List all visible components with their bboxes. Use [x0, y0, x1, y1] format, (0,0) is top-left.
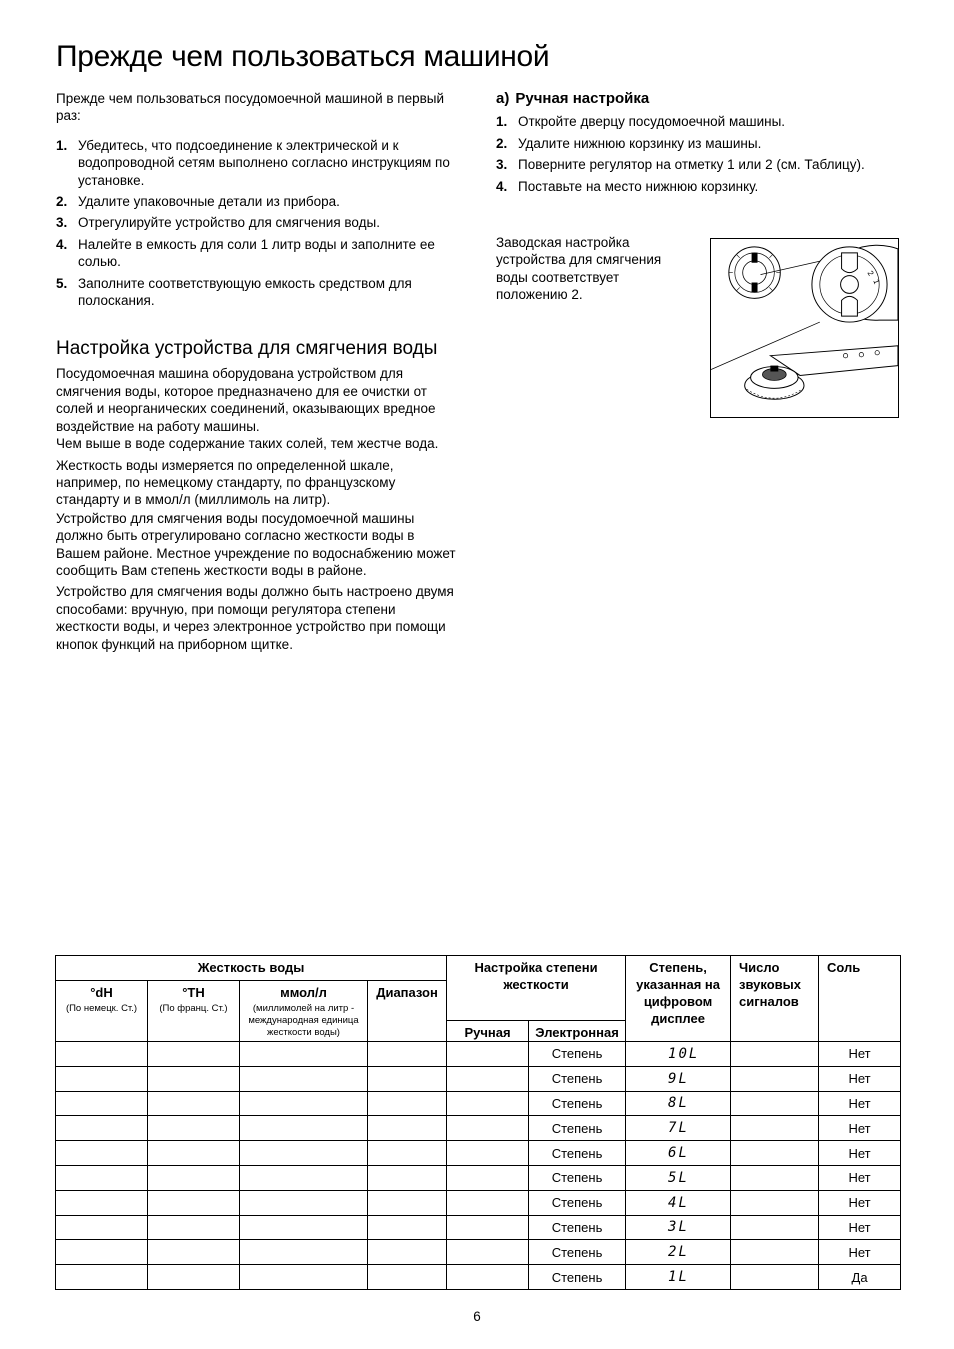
cell-dh: [56, 1042, 148, 1067]
step-text: Откройте дверцу посудомоечной машины.: [518, 114, 786, 130]
table-row: [56, 1190, 901, 1215]
header-setting: Настройка степени жесткости: [447, 956, 626, 1021]
cell-manual: [447, 1091, 529, 1116]
step-number: 1.: [496, 114, 508, 130]
cell-dh: [56, 1265, 148, 1290]
cell-th: [148, 1190, 240, 1215]
cell-manual: [447, 1240, 529, 1265]
cell-range: [368, 1091, 447, 1116]
manual-steps: [496, 113, 900, 195]
cell-salt: Нет: [819, 1091, 901, 1116]
header-beeps: Число звуковых сигналов: [731, 956, 819, 1042]
cell-salt: Нет: [819, 1141, 901, 1166]
step-number: 3.: [56, 215, 68, 231]
cell-beeps: [731, 1165, 819, 1190]
magnified-dial-icon: [812, 245, 898, 322]
cell-mmol: [240, 1265, 368, 1290]
small-dial-icon: [729, 247, 780, 298]
cell-range: [368, 1240, 447, 1265]
cell-salt: Да: [819, 1265, 901, 1290]
intro-text: Прежде чем пользоваться посудомоечной машиной в первый раз:: [56, 91, 445, 124]
cell-salt: Нет: [819, 1042, 901, 1067]
step-item: [496, 156, 900, 173]
step-number: 2.: [496, 135, 508, 151]
cell-manual: [447, 1116, 529, 1141]
cell-electronic: Степень: [529, 1165, 626, 1190]
dial-mark-two: 2: [865, 269, 876, 278]
header-range: Диапазон: [368, 981, 447, 1042]
step-item: [56, 214, 460, 231]
cell-manual: [447, 1265, 529, 1290]
step-number: 4.: [56, 236, 68, 252]
body-paragraph: Чем выше в воде содержание таких солей, тем жестче вода.: [56, 436, 439, 452]
cell-beeps: [731, 1066, 819, 1091]
water-softener-dial-illustration: [710, 238, 899, 418]
cell-range: [368, 1165, 447, 1190]
cell-display: 3L: [626, 1215, 731, 1240]
header-th: [148, 981, 240, 1042]
cell-electronic: Степень: [529, 1265, 626, 1290]
factory-setting-note: Заводская настройка устройства для смягчения воды соответствует положению 2.: [496, 235, 662, 303]
header-mmol-sub: (миллимолей на литр - международная единица жесткости воды): [248, 1003, 359, 1038]
header-mmol: [240, 981, 368, 1042]
cell-manual: [447, 1215, 529, 1240]
cell-range: [368, 1215, 447, 1240]
cell-beeps: [731, 1190, 819, 1215]
cell-dh: [56, 1190, 148, 1215]
heading-text: Ручная настройка: [515, 90, 650, 107]
body-paragraph: Устройство для смягчения воды посудомоечной машины должно быть отрегулировано согласно жесткости воды в Вашем районе. Местное учреждение по водоснабжению может сообщить Вам степень жесткости воды в районе.: [56, 510, 456, 578]
cell-mmol: [240, 1240, 368, 1265]
cell-salt: Нет: [819, 1116, 901, 1141]
step-number: 2.: [56, 194, 68, 210]
cell-beeps: [731, 1091, 819, 1116]
cell-mmol: [240, 1141, 368, 1166]
header-th-label: °TH: [182, 985, 205, 1000]
table-row: [56, 1116, 901, 1141]
step-item: [56, 275, 460, 310]
cell-beeps: [731, 1265, 819, 1290]
header-dh: [56, 981, 148, 1042]
step-text: Удалите упаковочные детали из прибора.: [78, 194, 340, 210]
cell-manual: [447, 1042, 529, 1067]
cell-electronic: Степень: [529, 1116, 626, 1141]
cell-display: 5L: [626, 1165, 731, 1190]
step-text: Отрегулируйте устройство для смягчения воды.: [78, 215, 380, 231]
dial-mark-one: 1: [871, 278, 882, 286]
cell-range: [368, 1190, 447, 1215]
cell-th: [148, 1141, 240, 1166]
cell-th: [148, 1066, 240, 1091]
table-row: [56, 1042, 901, 1067]
cell-display: 7L: [626, 1116, 731, 1141]
cell-dh: [56, 1240, 148, 1265]
page-number: 6: [473, 1309, 481, 1324]
step-item: [56, 236, 460, 271]
cell-dh: [56, 1141, 148, 1166]
cell-range: [368, 1265, 447, 1290]
cell-manual: [447, 1190, 529, 1215]
cell-electronic: Степень: [529, 1141, 626, 1166]
cell-th: [148, 1165, 240, 1190]
step-item: [496, 113, 900, 130]
cell-electronic: Степень: [529, 1190, 626, 1215]
cell-salt: Нет: [819, 1165, 901, 1190]
cell-th: [148, 1116, 240, 1141]
cell-mmol: [240, 1042, 368, 1067]
table-row: [56, 1240, 901, 1265]
cell-manual: [447, 1165, 529, 1190]
section-title: Настройка устройства для смягчения воды: [56, 338, 438, 360]
cell-th: [148, 1042, 240, 1067]
cell-salt: Нет: [819, 1240, 901, 1265]
table-row: [56, 1066, 901, 1091]
cell-beeps: [731, 1116, 819, 1141]
body-paragraph: Посудомоечная машина оборудована устройством для смягчения воды, которое предназначено для ее очистки от солей и неорганических соединений, оказывающих вредное воздействие на работу машины.: [56, 366, 436, 434]
step-item: [56, 193, 460, 210]
cell-th: [148, 1091, 240, 1116]
step-text: Заполните соответствующую емкость средством для полоскания.: [78, 275, 412, 309]
right-column: [496, 90, 900, 303]
cell-range: [368, 1116, 447, 1141]
table-row: [56, 1215, 901, 1240]
step-text: Убедитесь, что подсоединение к электрической и к водопроводной сетям выполнено согласно инструкциям по установке.: [78, 137, 450, 188]
header-hardness: Жесткость воды: [56, 956, 447, 981]
cell-mmol: [240, 1165, 368, 1190]
header-manual: Ручная: [447, 1021, 529, 1042]
table-row: [56, 1141, 901, 1166]
table-row: [56, 1265, 901, 1290]
header-dh-label: °dH: [90, 985, 113, 1000]
preparation-steps: [56, 137, 460, 310]
step-number: 4.: [496, 178, 508, 194]
step-text: Поверните регулятор на отметку 1 или 2 (см. Таблицу).: [518, 157, 865, 173]
cell-display: 6L: [626, 1141, 731, 1166]
step-text: Удалите нижнюю корзинку из машины.: [518, 135, 762, 151]
cell-display: 2L: [626, 1240, 731, 1265]
cell-beeps: [731, 1215, 819, 1240]
cell-mmol: [240, 1215, 368, 1240]
cell-dh: [56, 1066, 148, 1091]
header-mmol-label: ммол/л: [280, 985, 327, 1000]
cell-display: 1L: [626, 1265, 731, 1290]
page-title: Прежде чем пользоваться машиной: [56, 40, 550, 73]
cell-th: [148, 1215, 240, 1240]
header-salt: Соль: [819, 956, 901, 1042]
cell-salt: Нет: [819, 1190, 901, 1215]
cell-salt: Нет: [819, 1066, 901, 1091]
cell-electronic: Степень: [529, 1066, 626, 1091]
step-text: Поставьте на место нижнюю корзинку.: [518, 178, 759, 194]
cell-range: [368, 1141, 447, 1166]
header-th-sub: (По франц. Ст.): [159, 1003, 228, 1014]
cell-dh: [56, 1091, 148, 1116]
cell-electronic: Степень: [529, 1042, 626, 1067]
dial-drawing: [711, 239, 898, 417]
step-item: [496, 178, 900, 195]
table-row: [56, 1165, 901, 1190]
cell-range: [368, 1066, 447, 1091]
cell-display: 8L: [626, 1091, 731, 1116]
cell-manual: [447, 1066, 529, 1091]
manual-setting-heading: [496, 90, 900, 107]
cell-mmol: [240, 1066, 368, 1091]
cell-th: [148, 1265, 240, 1290]
cell-salt: Нет: [819, 1215, 901, 1240]
cell-dh: [56, 1116, 148, 1141]
heading-letter: a): [496, 90, 510, 107]
step-item: [496, 135, 900, 152]
cell-electronic: Степень: [529, 1091, 626, 1116]
cell-beeps: [731, 1042, 819, 1067]
step-item: [56, 137, 460, 189]
cell-display: 9L: [626, 1066, 731, 1091]
hardness-table: [55, 955, 901, 1290]
header-dh-sub: (По немецк. Ст.): [65, 1003, 138, 1014]
header-display-level: Степень, указанная на цифровом дисплее: [626, 956, 731, 1042]
cell-display: 4L: [626, 1190, 731, 1215]
body-paragraph: Устройство для смягчения воды должно быть настроено двумя способами: вручную, при помощи регулятора степени жесткости воды, и через электронное устройство при помощи кнопок функций на приборном щитке.: [56, 584, 454, 652]
cell-electronic: Степень: [529, 1215, 626, 1240]
cell-beeps: [731, 1240, 819, 1265]
step-number: 3.: [496, 157, 508, 173]
step-number: 5.: [56, 275, 68, 291]
cell-range: [368, 1042, 447, 1067]
cell-dh: [56, 1165, 148, 1190]
cell-th: [148, 1240, 240, 1265]
cell-mmol: [240, 1190, 368, 1215]
cell-beeps: [731, 1141, 819, 1166]
cell-manual: [447, 1141, 529, 1166]
table-row: [56, 1091, 901, 1116]
body-paragraph: Жесткость воды измеряется по определенной шкале, например, по немецкому стандарту, по французскому стандарту и в ммол/л (миллимоль на литр).: [56, 457, 396, 508]
cell-electronic: Степень: [529, 1240, 626, 1265]
header-electronic: Электронная: [529, 1021, 626, 1042]
step-text: Налейте в емкость для соли 1 литр воды и заполните ее солью.: [78, 236, 435, 270]
cell-display: 10L: [626, 1042, 731, 1067]
step-number: 1.: [56, 137, 68, 153]
cell-mmol: [240, 1091, 368, 1116]
cell-mmol: [240, 1116, 368, 1141]
left-column: [56, 90, 460, 657]
cell-dh: [56, 1215, 148, 1240]
